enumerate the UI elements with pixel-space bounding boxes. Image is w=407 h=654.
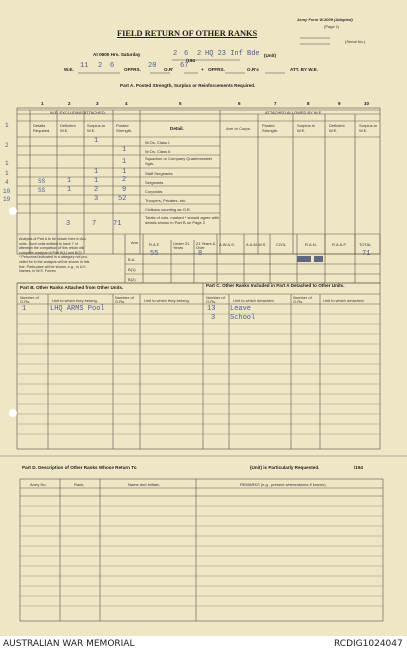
analysis-header-ran: R.A.N. [305,242,317,247]
cell-value: 1 [67,177,72,185]
cell-value: 1 [67,186,72,194]
cell-value: 9 [122,186,127,194]
col-number-8: 8 [307,101,310,106]
analysis-value-total: 71 [362,250,371,258]
row-label-cqms: Squadron or Company Quartermaster Sgts. [145,156,213,166]
header-details-required: Details Required. [33,123,51,133]
cell-value: SS [38,187,46,194]
header-posted-strength: Posted Strength. [116,123,133,133]
margin-number: 10 [3,188,11,195]
cell-value: 1 [122,158,127,166]
col-number-4: 4 [125,101,128,106]
header-att-surplus-2: Surplus to W.E. [359,123,378,133]
col-number-5: 5 [179,101,182,106]
cell-value: 2 [94,186,99,194]
analysis-value-over-21: 8 [198,250,203,258]
year-prefix: /194 [186,58,195,63]
margin-number: 2 [5,142,9,149]
unit-label: (Unit) [264,53,276,58]
form-reference: Army Form W.3009 (Adapted) [297,17,353,22]
col-number-10: 10 [364,101,370,106]
part-c-heading: Part C. Other Ranks Included in Part A Detached to Other Units. [206,283,345,288]
group-attached-allowed: ATTACHED ALLOWED BY W.E. [265,110,323,115]
col-number-3: 3 [96,101,99,106]
analysis-header-civil: CIVIL [276,242,287,247]
cell-value: 1 [94,177,99,185]
archive-name: AUSTRALIAN WAR MEMORIAL [3,639,135,649]
analysis-instructions: Analysis of Part A to be shown here in ALL units. Such units entitled to have 7 of attention the completion of this return will complete analysis of Part B(1) and B(2). * Personnel indicated in a category not pro- vided for in the analysis will be shown in this line. Particulars will be shown, e.g., in U.K. Names, in W.S. Forces [19,237,90,274]
col-number-1: 1 [41,101,44,106]
analysis-row-b1: B(1) [128,267,136,272]
row-label-corporals: Corporals [145,189,163,194]
analysis-header-awas: A.W.A.S. [219,242,236,247]
margin-number: 1 [5,160,9,167]
row-label-totals: Totals of cols. marked * should agree with details shown in Part B on Page 2 [145,215,219,225]
part-d-col-rank: Rank. [74,482,85,487]
analysis-header-arm: Arm [131,240,139,245]
row-label-sergeants: Sergeants [145,180,164,185]
cell-value: SS [38,178,46,185]
row-label-wo1: W.Os. Class I. [145,140,171,145]
cell-value: 52 [118,195,127,203]
cell-value: 1 [94,168,99,176]
part-c-entry-number: 3 [211,314,216,322]
part-c-col-unit: Unit to which detached. [233,298,275,303]
header-detail: Detail. [170,126,184,131]
part-a-heading: Part A. Posted Strength, Surplus or Reinforcements Required. [120,83,256,88]
part-c-entry-unit: School [230,314,256,322]
row-label-wo2: W.Os. Class II. [145,149,172,154]
unit-name: HQ 23 Inf Bde [205,50,260,58]
analysis-header-raf: R.A.F. [149,242,160,247]
attached-by-we-label: ATT. BY W.E. [290,67,318,72]
header-deficient-we: Deficient W.E. [60,123,76,133]
part-d-col-remarks: REMARKS (e.g., present whereabouts if known). [240,482,327,487]
year-value: 2 [197,50,202,58]
or-label: O.R' [164,67,174,72]
col-number-2: 2 [68,101,71,106]
header-att-surplus: Surplus to W.E. [297,123,316,133]
we-value-2: 2 [98,62,103,70]
margin-number: 4 [5,179,9,186]
row-label-civilians: Civilians counting as O.R. [145,207,191,212]
group-we-excluding-attached: W.E. EXCLUDING ATTACHED. [50,110,106,115]
row-label-privates: Troopers, Privates, etc. [145,198,187,203]
analysis-header-total: TOTAL [359,242,372,247]
analysis-row-ba: B.A. [128,257,136,262]
header-att-posted-strength: Posted Strength. [262,123,279,133]
form-page-number: (Page 1) [324,24,340,29]
col-number-9: 9 [338,101,341,106]
date-month: 6 [184,50,189,58]
or-attached-label: O.R's [247,67,259,72]
part-c-col-unit-2: Unit to which detached. [323,298,365,303]
cell-value: 1 [122,146,127,154]
part-b-entry-unit: LHQ ARMS Pool [50,305,105,313]
part-d-col-army-no: Army No. [30,482,47,487]
record-id: RCDIG1024047 [334,639,403,649]
offrs-value: 20 [148,62,157,70]
part-b-col-unit: Unit to which they belong. [52,298,98,303]
punch-hole [9,207,17,215]
analysis-header-aamws: A.A.M.W.S. [246,242,267,247]
punch-hole [9,409,17,417]
part-d-heading: Part D. Description of Other Ranks Whose Return To [22,465,137,470]
header-surplus-we: Surplus to W.E. [87,123,106,133]
part-c-entry-unit: Leave [230,305,252,313]
cell-value: 2 [122,176,127,184]
col-number-7: 7 [274,101,277,106]
offrs-label: OFFRS. [124,67,141,72]
serial-number-label: (Serial No.) [345,39,366,44]
analysis-value-raf: 55 [150,250,159,258]
part-c-col-number: Number of O.Rs. [206,295,225,304]
part-c-entry-number: 13 [207,305,216,313]
part-b-heading: Part B. Other Ranks Attached from Other Units. [20,285,124,290]
we-label: W.E. [64,67,74,72]
margin-number: 1 [5,170,9,177]
part-d-col-name: Name and Initials. [128,482,161,487]
plus-sign: + [201,67,204,72]
part-c-col-number-2: Number of O.Rs. [293,295,312,304]
part-b-entry-number: 1 [22,305,27,313]
analysis-row-b2: B(2) [128,277,136,282]
or-value: 67 [180,62,189,70]
part-d-heading-unit: (Unit) is Particularly Requested. [250,465,320,470]
offrs-attached-label: OFFRS. [208,67,225,72]
total-value: 3 [66,220,71,228]
part-b-col-number-2: Number of O.Rs. [115,295,134,304]
header-att-deficient: Deficient W.E. [329,123,345,133]
analysis-header-under-21: Under 21 Years [173,241,190,250]
we-value-1: 11 [80,62,89,70]
total-value: 7 [92,220,97,228]
header-arm-or-corps: Arm or Corps. [226,126,251,131]
cell-value: 1 [94,137,99,145]
part-b-col-number: Number of O.Rs. [20,295,39,304]
analysis-header-raaf: R.A.A.F. [332,242,347,247]
date-day: 2 [173,50,178,58]
cell-value: 1 [122,168,127,176]
margin-number: 1 [5,122,9,129]
total-value: 71 [113,220,122,228]
row-label-staff-sergeants: Staff Sergeants [145,171,173,176]
at-hours-label: At 0600 Hrs. Saturday [93,52,141,57]
we-value-3: 6 [110,62,115,70]
archive-footer [0,636,407,654]
margin-number: 19 [3,196,11,203]
cell-value: 3 [94,195,99,203]
col-number-6: 6 [238,101,241,106]
page-title: FIELD RETURN OF OTHER RANKS [117,29,258,38]
analysis-header-over-21: 21 Years & Over [196,241,216,250]
part-d-date: /194 [354,465,363,470]
part-b-col-unit-2: Unit to which they belong. [144,298,190,303]
